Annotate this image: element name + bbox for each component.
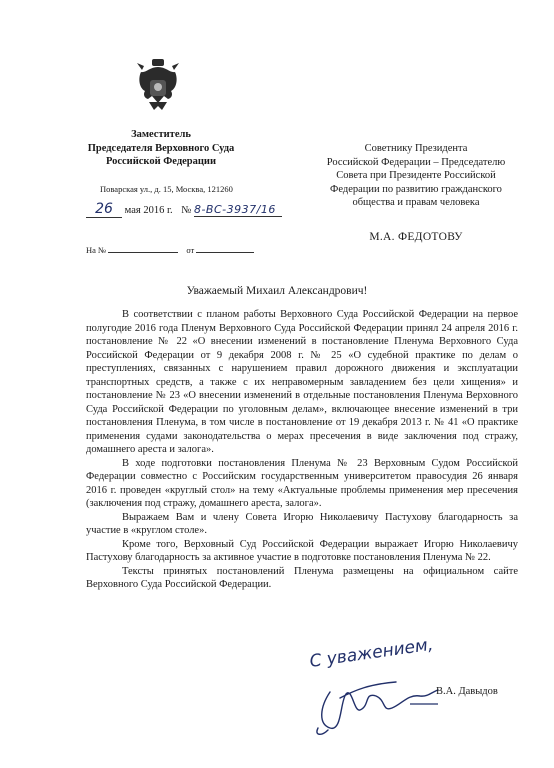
closing-handwritten: С уважением, (308, 634, 435, 672)
russian-coat-of-arms-icon (135, 58, 181, 116)
recipient-line-4: Федерации по развитию гражданского (330, 183, 502, 195)
body-paragraph: Выражаем Вам и члену Совета Игорю Николаевичу Пастухову благодарность за участие в «круглом столе». (86, 511, 518, 536)
letter-body (86, 308, 518, 592)
body-paragraph: Кроме того, Верховный Суд Российской Федерации выражает Игорю Николаевичу Пастухову благодарность за активное участие в подготовке постановления Пленума № 22. (86, 538, 518, 563)
signer-name: В.А. Давыдов (436, 686, 498, 697)
recipient-line-1: Советнику Президента (364, 143, 468, 154)
ref-label-ot: от (186, 245, 195, 255)
salutation: Уважаемый Михаил Александрович! (186, 285, 368, 297)
ref-label-na: На № (86, 245, 107, 255)
recipient-name: М.А. ФЕДОТОВУ (369, 231, 463, 243)
sender-line-1: Заместитель (131, 129, 191, 140)
recipient-block (303, 142, 529, 210)
letter-date-line (86, 201, 282, 218)
ref-number-blank (108, 252, 178, 253)
sender-block (72, 128, 250, 169)
sender-line-3: Российской Федерации (105, 156, 217, 167)
recipient-line-2: Российской Федерации – Председателю (326, 156, 506, 168)
sender-line-2: Председателя Верховного Суда (87, 142, 235, 154)
body-paragraph: В соответствии с планом работы Верховного Суда Российской Федерации на первое полугодие 2016 года Пленум Верховного Суда Российской Федерации принял 24 апреля 2016 г. постановление № 22 «О внесении изменений в постановление Пленума Верховного Суда Российской Федерации от 9 декабря 2008 г. № 25 «О судебной практике по делам о преступлениях, связанных с нарушением правил дорожного движения и эксплуатации транспортных средств, а также с их неправомерным завладением без цели хищения» и постановление № 23 «О внесении изменений в отдельные постановления Пленума Верховного Суда Российской Федерации по уголовным делам», включающее внесение изменений в три постановления Пленума, в том числе в постановление от 19 декабря 2013 г. № 41 «О практике применения судами законодательства о мерах пресечения в виде заключения под стражу, домашнего ареста и залога». (86, 309, 518, 455)
body-paragraph: Тексты принятых постановлений Пленума размещены на официальном сайте Верховного Суда Российской Федерации. (86, 565, 518, 590)
number-prefix: № (181, 205, 192, 216)
date-day-handwritten: 26 (95, 201, 113, 217)
ref-date-blank (196, 252, 254, 253)
recipient-line-3: Совета при Президенте Российской (336, 170, 496, 181)
sender-address: Поварская ул., д. 15, Москва, 121260 (100, 184, 233, 194)
recipient-line-5: общества и правам человека (352, 197, 480, 208)
body-paragraph: В ходе подготовки постановления Пленума № 23 Верховным Судом Российской Федерации совместно с Российским государственным университетом правосудия 26 января 2016 г. проведен «круглый стол» на тему «Актуальные проблемы применения мер пресечения (заключения под стражу, домашнего ареста, залога». (86, 457, 518, 509)
letter-number-handwritten: 8-ВС-3937/16 (193, 203, 276, 216)
reference-line (86, 245, 254, 255)
date-rest: мая 2016 г. (124, 205, 173, 216)
